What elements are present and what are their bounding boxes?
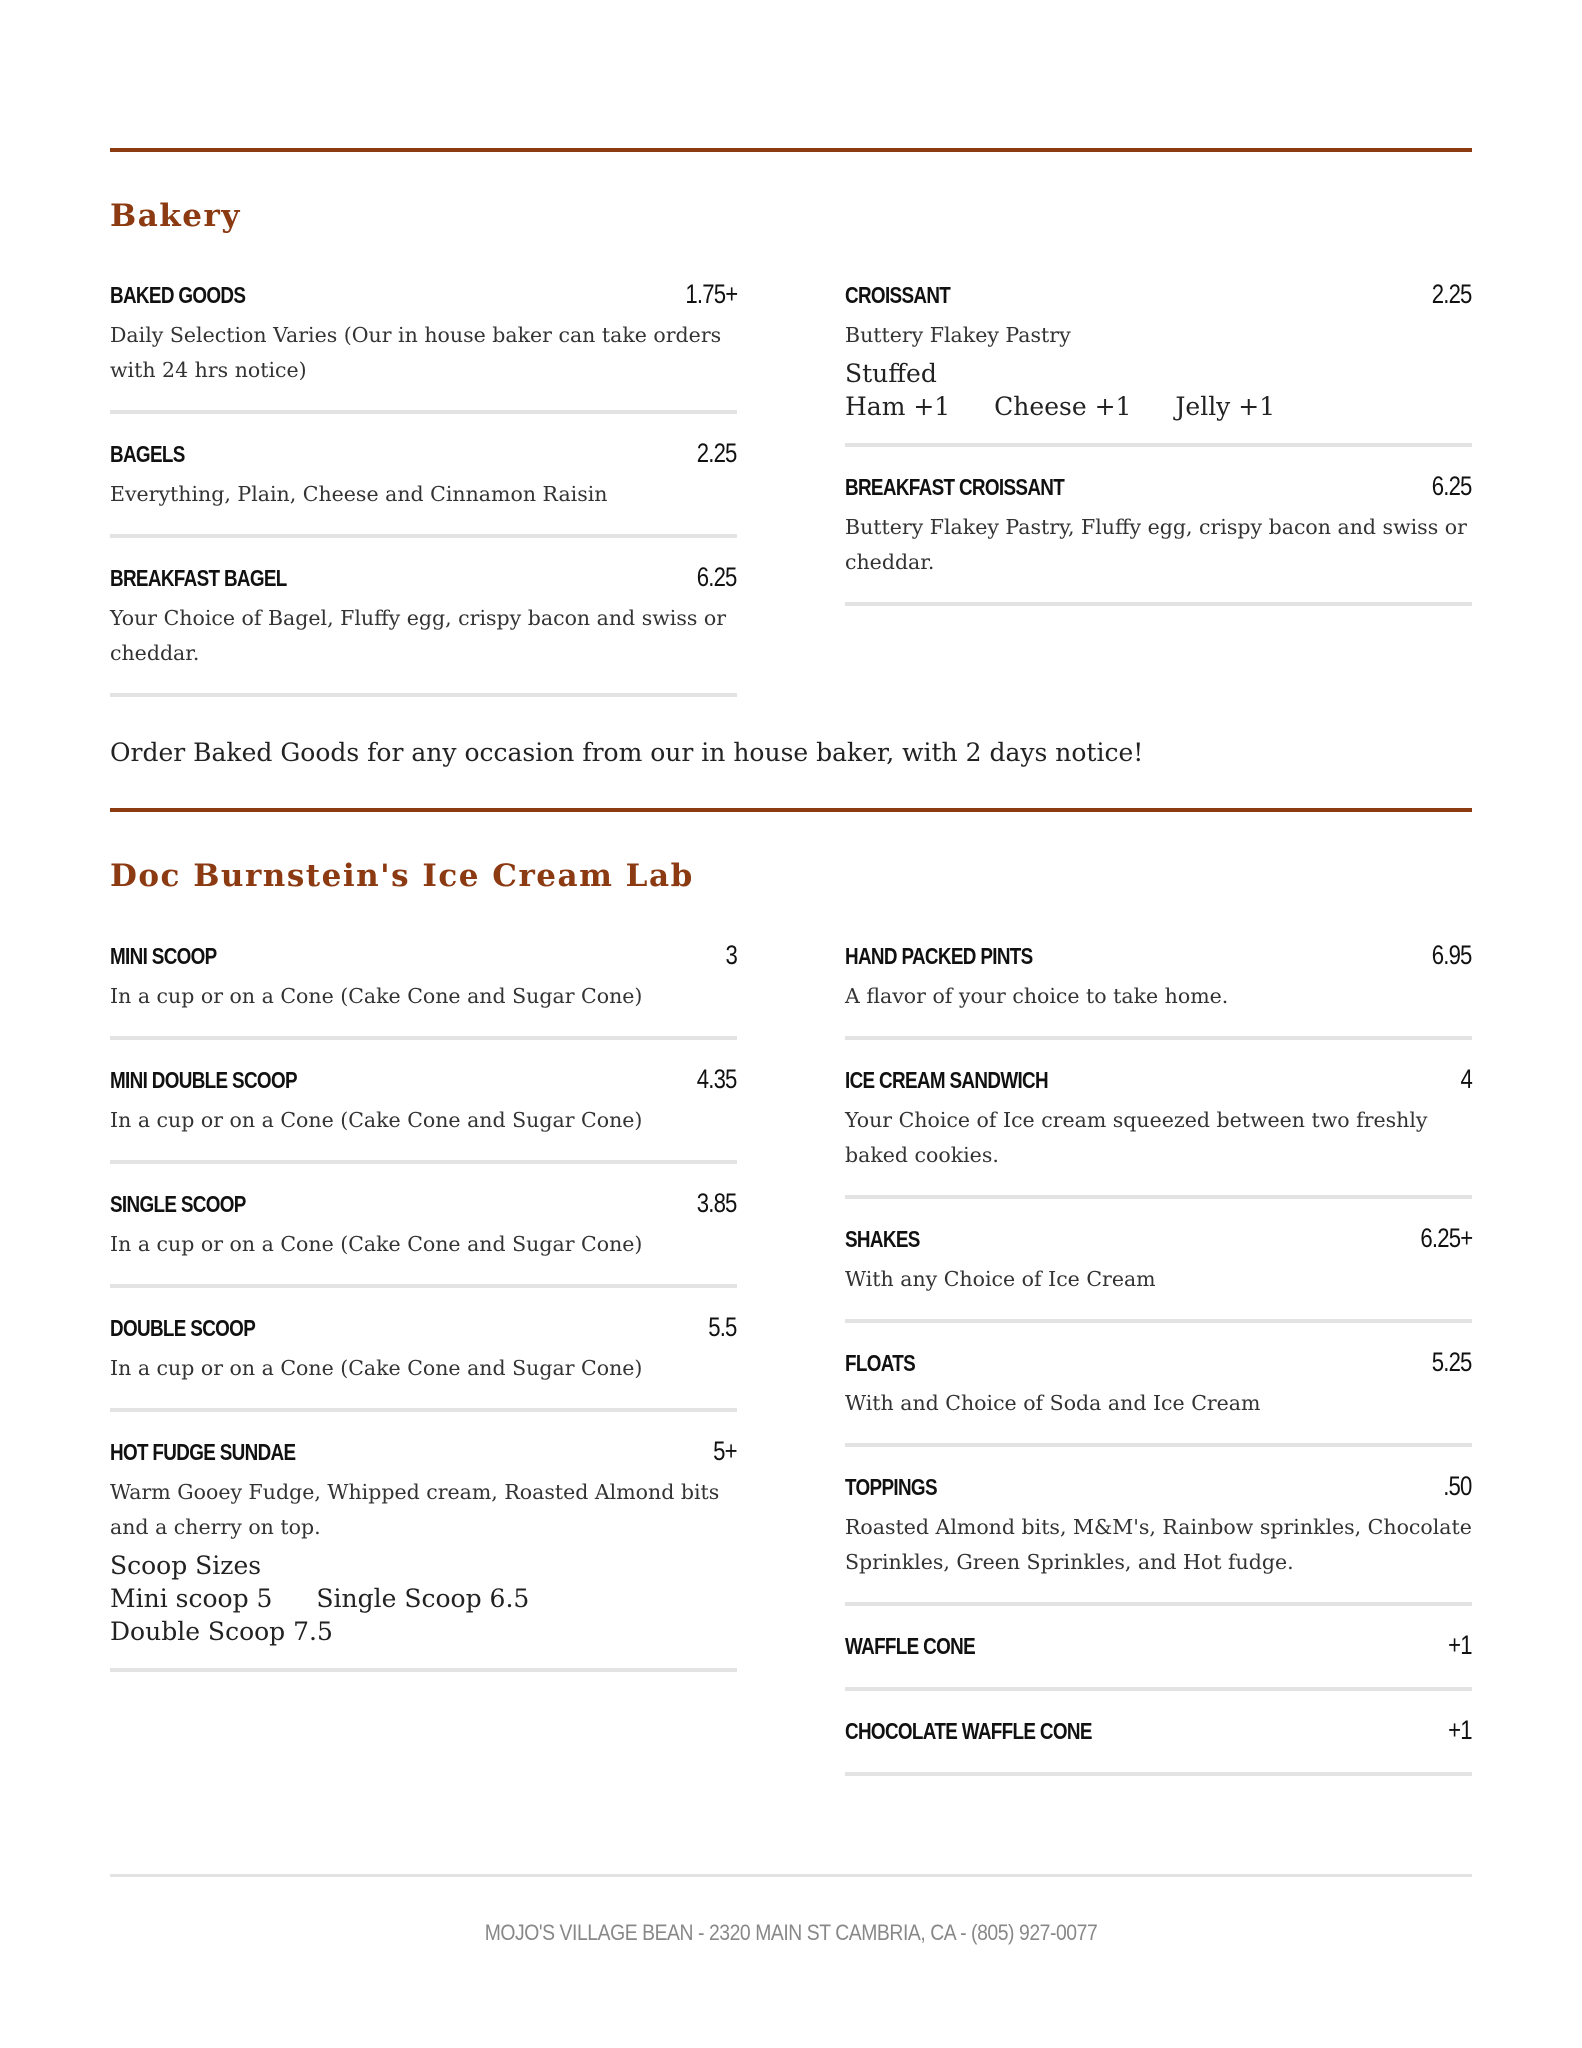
stuffed-heading: Stuffed xyxy=(845,359,937,388)
item-name: DOUBLE SCOOP xyxy=(110,1315,256,1341)
scoop-sizes-heading: Scoop Sizes xyxy=(110,1551,262,1580)
item-name: WAFFLE CONE xyxy=(845,1633,976,1659)
item-price: 4 xyxy=(1460,1064,1472,1094)
item-name: TOPPINGS xyxy=(845,1474,937,1500)
item-price: 2.25 xyxy=(697,438,737,468)
footer-divider xyxy=(110,1874,1472,1877)
item-price: 6.25 xyxy=(1432,471,1472,501)
stuffed-option: Cheese +1 xyxy=(994,392,1132,421)
item-description: Buttery Flakey Pastry xyxy=(845,323,1071,347)
menu-item xyxy=(110,1288,737,1412)
menu-item xyxy=(845,447,1472,606)
scoop-sizes-row xyxy=(110,1617,737,1646)
menu-item xyxy=(110,538,737,697)
section-divider xyxy=(110,808,1472,812)
item-price: 6.25 xyxy=(697,562,737,592)
menu-item xyxy=(845,916,1472,1040)
item-description: Roasted Almond bits, M&M's, Rainbow sprinkles, Chocolate Sprinkles, Green Sprinkles, and Hot fudge. xyxy=(845,1515,1472,1574)
menu-item xyxy=(110,255,737,414)
menu-item xyxy=(110,1412,737,1672)
menu-item xyxy=(845,1447,1472,1606)
bakery-title: Bakery xyxy=(110,198,241,234)
item-description: In a cup or on a Cone (Cake Cone and Sugar Cone) xyxy=(110,1356,643,1380)
bakery-right-column xyxy=(845,255,1472,697)
menu-item xyxy=(845,255,1472,447)
menu-item xyxy=(845,1323,1472,1447)
icecream-title: Doc Burnstein's Ice Cream Lab xyxy=(110,858,694,894)
icecream-right-column xyxy=(845,916,1472,1776)
stuffed-options xyxy=(845,392,1472,421)
item-description: Daily Selection Varies (Our in house baker can take orders with 24 hrs notice) xyxy=(110,323,722,382)
item-name: BAKED GOODS xyxy=(110,282,246,308)
footer-contact: MOJO'S VILLAGE BEAN - 2320 MAIN ST CAMBRIA, CA - (805) 927-0077 xyxy=(484,1920,1098,1945)
item-description: Your Choice of Ice cream squeezed between two freshly baked cookies. xyxy=(845,1108,1428,1167)
item-name: MINI SCOOP xyxy=(110,943,217,969)
scoop-size-option: Single Scoop 6.5 xyxy=(316,1584,530,1613)
item-name: SHAKES xyxy=(845,1226,920,1252)
item-description: With any Choice of Ice Cream xyxy=(845,1267,1156,1291)
bakery-columns xyxy=(110,255,1472,697)
menu-item xyxy=(110,1040,737,1164)
menu-item xyxy=(110,414,737,538)
item-name: ICE CREAM SANDWICH xyxy=(845,1067,1048,1093)
item-name: HOT FUDGE SUNDAE xyxy=(110,1439,296,1465)
item-price: 2.25 xyxy=(1432,279,1472,309)
menu-item xyxy=(110,916,737,1040)
item-price: 5.25 xyxy=(1432,1347,1472,1377)
item-name: MINI DOUBLE SCOOP xyxy=(110,1067,297,1093)
bakery-left-column xyxy=(110,255,737,697)
item-description: Buttery Flakey Pastry, Fluffy egg, crispy bacon and swiss or cheddar. xyxy=(845,515,1467,574)
item-name: FLOATS xyxy=(845,1350,916,1376)
scoop-size-option: Mini scoop 5 xyxy=(110,1584,273,1613)
item-description: In a cup or on a Cone (Cake Cone and Sugar Cone) xyxy=(110,984,643,1008)
menu-item xyxy=(845,1199,1472,1323)
section-divider xyxy=(110,148,1472,152)
item-price: 6.25+ xyxy=(1420,1223,1472,1253)
item-price: 4.35 xyxy=(697,1064,737,1094)
item-name: SINGLE SCOOP xyxy=(110,1191,246,1217)
stuffed-option: Jelly +1 xyxy=(1175,392,1276,421)
menu-item xyxy=(845,1691,1472,1776)
scoop-sizes-row xyxy=(110,1584,737,1613)
item-description: A flavor of your choice to take home. xyxy=(845,984,1229,1008)
item-description: Everything, Plain, Cheese and Cinnamon Raisin xyxy=(110,482,608,506)
bakery-note: Order Baked Goods for any occasion from our in house baker, with 2 days notice! xyxy=(110,738,1144,767)
item-price: 3.85 xyxy=(697,1188,737,1218)
menu-item xyxy=(110,1164,737,1288)
item-description: In a cup or on a Cone (Cake Cone and Sugar Cone) xyxy=(110,1108,643,1132)
item-price: 6.95 xyxy=(1432,940,1472,970)
icecream-left-column xyxy=(110,916,737,1776)
item-price: 5.5 xyxy=(708,1312,737,1342)
item-description: In a cup or on a Cone (Cake Cone and Sugar Cone) xyxy=(110,1232,643,1256)
menu-item xyxy=(845,1040,1472,1199)
item-name: BREAKFAST BAGEL xyxy=(110,565,287,591)
item-price: 1.75+ xyxy=(685,279,737,309)
item-description: With and Choice of Soda and Ice Cream xyxy=(845,1391,1261,1415)
item-price: 5+ xyxy=(713,1436,737,1466)
icecream-columns xyxy=(110,916,1472,1776)
item-name: HAND PACKED PINTS xyxy=(845,943,1033,969)
item-name: CROISSANT xyxy=(845,282,951,308)
item-name: BAGELS xyxy=(110,441,185,467)
item-price: +1 xyxy=(1448,1715,1472,1745)
menu-item xyxy=(845,1606,1472,1691)
item-price: .50 xyxy=(1443,1471,1472,1501)
item-name: CHOCOLATE WAFFLE CONE xyxy=(845,1718,1092,1744)
item-price: 3 xyxy=(725,940,737,970)
stuffed-option: Ham +1 xyxy=(845,392,951,421)
item-price: +1 xyxy=(1448,1630,1472,1660)
item-description: Warm Gooey Fudge, Whipped cream, Roasted Almond bits and a cherry on top. xyxy=(110,1480,720,1539)
item-name: BREAKFAST CROISSANT xyxy=(845,474,1065,500)
item-description: Your Choice of Bagel, Fluffy egg, crispy bacon and swiss or cheddar. xyxy=(110,606,727,665)
scoop-size-option: Double Scoop 7.5 xyxy=(110,1617,333,1646)
